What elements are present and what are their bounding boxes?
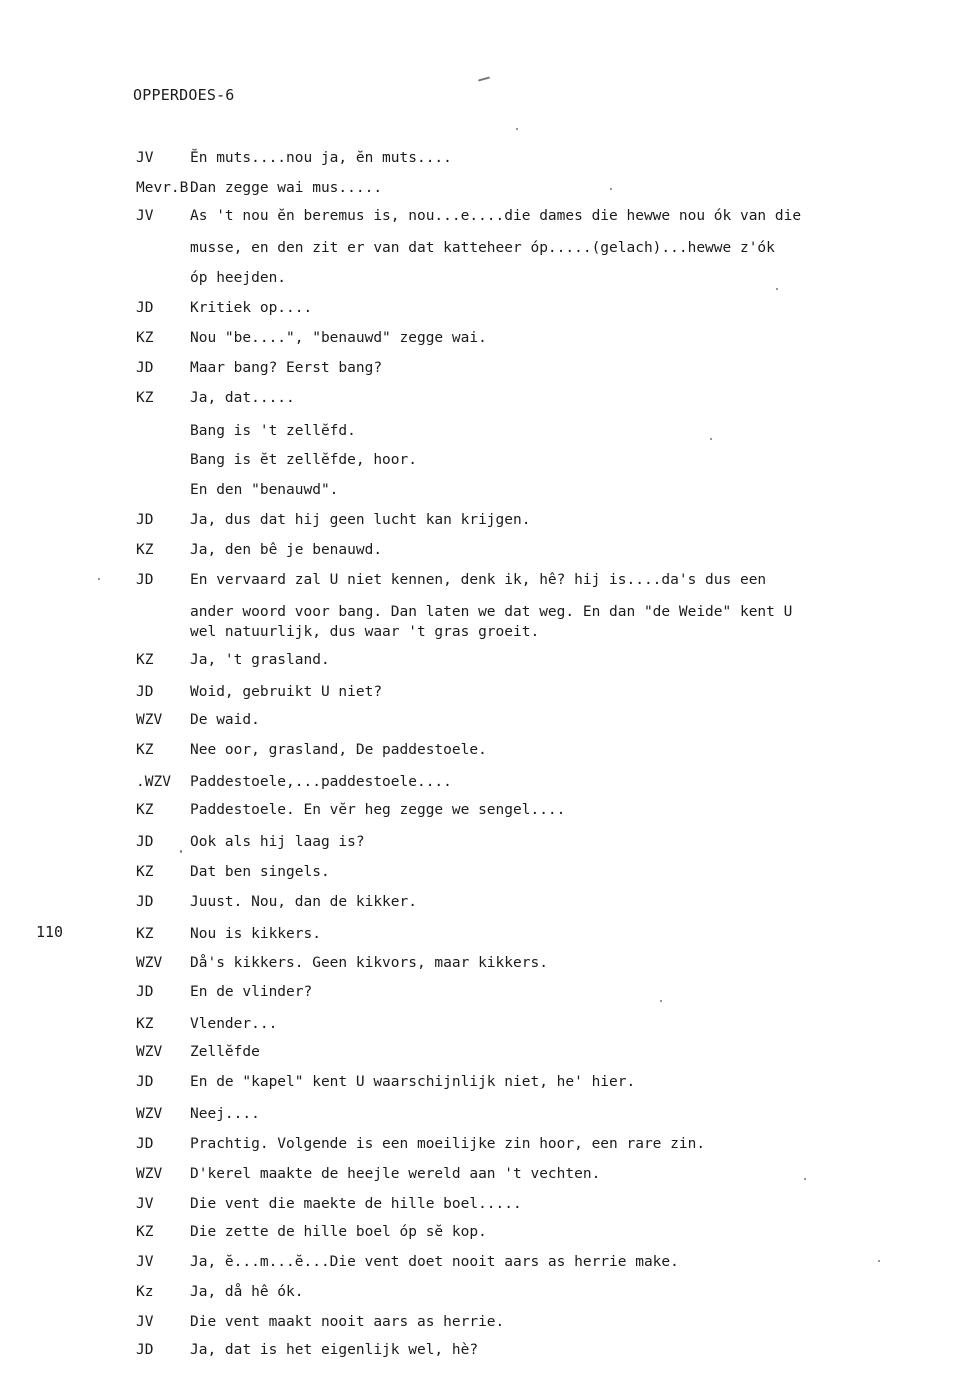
utterance-line: Nou "be....", "benauwd" zegge wai.	[190, 330, 487, 346]
speaker-label: JV	[136, 208, 154, 224]
utterance-line: ander woord voor bang. Dan laten we dat weg. En dan "de Weide" kent U	[190, 604, 793, 620]
utterance-line: Woid, gebruikt U niet?	[190, 684, 383, 700]
utterance-line: Paddestoele,...paddestoele....	[190, 774, 452, 790]
utterance-line: En de "kapel" kent U waarschijnlijk niet, he' hier.	[190, 1074, 636, 1090]
utterance-line: Ja, dat.....	[190, 390, 295, 406]
utterance-line: Ja, dus dat hij geen lucht kan krijgen.	[190, 512, 531, 528]
utterance-line: Ĕn muts....nou ja, ĕn muts....	[190, 150, 452, 166]
utterance-line: Maar bang? Eerst bang?	[190, 360, 383, 376]
utterance-line: Ja, 't grasland.	[190, 652, 330, 668]
speaker-label: KZ	[136, 742, 154, 758]
speaker-label: JD	[136, 300, 154, 316]
speaker-label: JD	[136, 984, 154, 1000]
utterance-line: As 't nou ĕn beremus is, nou...e....die dames die hewwe nou ók van die	[190, 208, 802, 224]
utterance-line: Ja, ĕ...m...ĕ...Die vent doet nooit aars as herrie make.	[190, 1254, 679, 1270]
speaker-label: .WZV	[136, 774, 171, 790]
utterance-line: Die vent maakt nooit aars as herrie.	[190, 1314, 505, 1330]
utterance-line: Bang is ĕt zellĕfde, hoor.	[190, 452, 417, 468]
utterance-line: D'kerel maakte de heejle wereld aan 't vechten.	[190, 1166, 601, 1182]
scan-mark	[776, 288, 778, 290]
utterance-line: musse, en den zit er van dat katteheer óp.....(gelach)...hewwe z'ók	[190, 240, 775, 256]
page-header: OPPERDOES-6	[133, 86, 235, 104]
speaker-label: WZV	[136, 955, 163, 971]
utterance-line: Ja, den bê je benauwd.	[190, 542, 383, 558]
utterance-line: wel natuurlijk, dus waar 't gras groeit.	[190, 624, 540, 640]
utterance-line: Bang is 't zellĕfd.	[190, 423, 356, 439]
speaker-label: KZ	[136, 330, 154, 346]
utterance-line: Dan zegge wai mus.....	[190, 180, 383, 196]
speaker-label: JV	[136, 1196, 154, 1212]
utterance-line: Kritiek op....	[190, 300, 313, 316]
utterance-line: Die zette de hille boel óp sĕ kop.	[190, 1224, 487, 1240]
utterance-line: En de vlinder?	[190, 984, 313, 1000]
utterance-line: Paddestoele. En vĕr heg zegge we sengel....	[190, 802, 566, 818]
utterance-line: Ook als hij laag is?	[190, 834, 365, 850]
speaker-label: KZ	[136, 926, 154, 942]
speaker-label: KZ	[136, 1016, 154, 1032]
utterance-line: Ja, då hê ók.	[190, 1284, 304, 1300]
utterance-line: Neej....	[190, 1106, 260, 1122]
speaker-label: WZV	[136, 712, 163, 728]
scan-mark	[804, 1178, 806, 1180]
scan-mark	[516, 128, 518, 130]
utterance-line: Nee oor, grasland, De paddestoele.	[190, 742, 487, 758]
speaker-label: Kz	[136, 1284, 154, 1300]
utterance-line: Prachtig. Volgende is een moeilijke zin hoor, een rare zin.	[190, 1136, 706, 1152]
speaker-label: KZ	[136, 390, 154, 406]
speaker-label: JD	[136, 894, 154, 910]
speaker-label: JD	[136, 834, 154, 850]
speaker-label: JD	[136, 1342, 154, 1358]
speaker-label: KZ	[136, 802, 154, 818]
utterance-line: Juust. Nou, dan de kikker.	[190, 894, 417, 910]
utterance-line: Då's kikkers. Geen kikvors, maar kikkers.	[190, 955, 548, 971]
speaker-label: KZ	[136, 652, 154, 668]
speaker-label: Mevr.B	[136, 180, 189, 196]
utterance-line: Zellĕfde	[190, 1044, 260, 1060]
speaker-label: KZ	[136, 542, 154, 558]
speaker-label: WZV	[136, 1166, 163, 1182]
speaker-label: JV	[136, 1254, 154, 1270]
utterance-line: Nou is kikkers.	[190, 926, 321, 942]
speaker-label: JD	[136, 512, 154, 528]
speaker-label: KZ	[136, 864, 154, 880]
speaker-label: JD	[136, 1136, 154, 1152]
utterance-line: Die vent die maekte de hille boel.....	[190, 1196, 522, 1212]
utterance-line: óp heejden.	[190, 270, 287, 286]
scan-mark	[180, 850, 182, 853]
utterance-line: En den "benauwd".	[190, 482, 339, 498]
margin-line-number: 110	[36, 923, 64, 941]
utterance-line: Dat ben singels.	[190, 864, 330, 880]
speaker-label: JD	[136, 360, 154, 376]
scan-mark	[710, 438, 712, 440]
utterance-line: Vlender...	[190, 1016, 278, 1032]
speaker-label: JD	[136, 572, 154, 588]
scan-mark	[660, 1000, 662, 1002]
speaker-label: WZV	[136, 1106, 163, 1122]
utterance-line: De waid.	[190, 712, 260, 728]
scan-mark	[878, 1260, 880, 1262]
speaker-label: JD	[136, 1074, 154, 1090]
speaker-label: WZV	[136, 1044, 163, 1060]
utterance-line: En vervaard zal U niet kennen, denk ik, hê? hij is....da's dus een	[190, 572, 767, 588]
scan-mark	[98, 578, 100, 580]
speaker-label: JD	[136, 684, 154, 700]
speaker-label: JV	[136, 150, 154, 166]
scan-mark	[610, 188, 612, 190]
speaker-label: KZ	[136, 1224, 154, 1240]
speaker-label: JV	[136, 1314, 154, 1330]
utterance-line: Ja, dat is het eigenlijk wel, hè?	[190, 1342, 479, 1358]
